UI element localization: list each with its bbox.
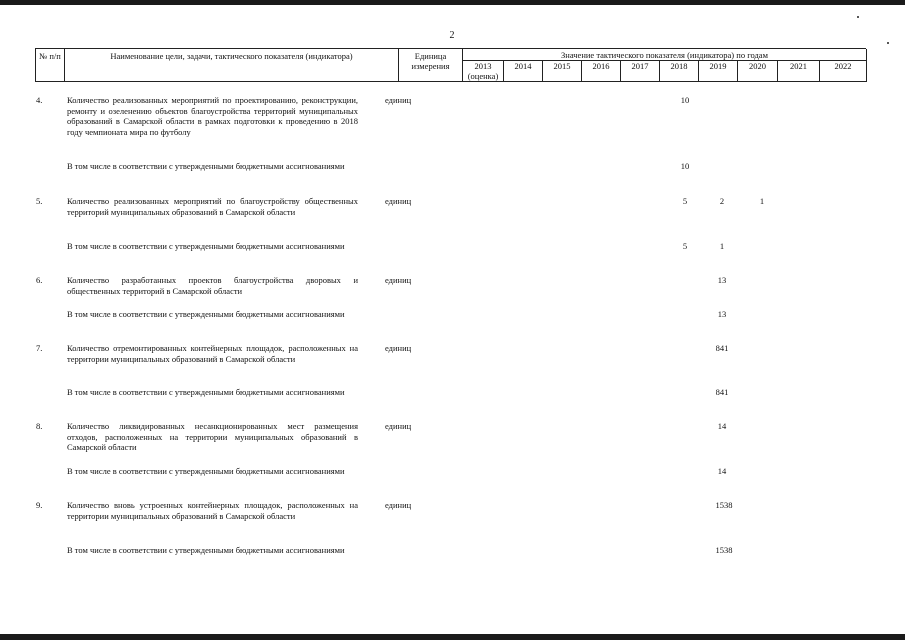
header-year: 2019 — [699, 61, 738, 82]
header-unit: Единица измерения — [399, 49, 463, 81]
value-2018: 5 — [682, 241, 688, 251]
row-number: 5. — [36, 196, 43, 206]
row-name: Количество отремонтированных контейнерных площадок, расположенных на территории муниципальных образований в Самарской области — [67, 343, 358, 364]
header-year: 2014 — [504, 61, 543, 82]
row-name: В том числе в соответствии с утвержденными бюджетными ассигнованиями — [67, 241, 345, 251]
header-year: 2018 — [660, 61, 699, 82]
value-2019: 841 — [715, 387, 729, 397]
row-name: В том числе в соответствии с утвержденными бюджетными ассигнованиями — [67, 545, 345, 555]
row-unit: единиц — [385, 275, 412, 285]
value-2019: 14 — [717, 421, 727, 431]
header-year: 2016 — [582, 61, 621, 82]
header-name: Наименование цели, задачи, тактического показателя (индикатора) — [65, 49, 399, 81]
header-year: 2015 — [543, 61, 582, 82]
value-2019: 841 — [715, 343, 729, 353]
row-name: В том числе в соответствии с утвержденными бюджетными ассигнованиями — [67, 387, 345, 397]
row-name: Количество реализованных мероприятий по проектированию, реконструкции, ремонту и озеленению объектов благоустройства территорий муниципальных образований в Самарской области в рамках подготовки к проведению в 2018 году чемпионата мира по футболу — [67, 95, 358, 137]
page-number: 2 — [449, 30, 455, 41]
row-number: 8. — [36, 421, 43, 431]
row-unit: единиц — [385, 500, 412, 510]
value-2020: 1 — [759, 196, 765, 206]
row-name: Количество разработанных проектов благоустройства дворовых и общественных территорий в Самарской области — [67, 275, 358, 296]
header-year: 2021 — [778, 61, 820, 82]
row-number: 9. — [36, 500, 43, 510]
row-number: 7. — [36, 343, 43, 353]
value-2018: 10 — [680, 161, 690, 171]
value-2018: 10 — [680, 95, 690, 105]
row-unit: единиц — [385, 343, 412, 353]
scan-bottom-edge — [0, 634, 905, 640]
row-name: Количество реализованных мероприятий по благоустройству общественных территорий муниципальных образований в Самарской области — [67, 196, 358, 217]
value-2019: 13 — [717, 275, 727, 285]
value-2019: 14 — [717, 466, 727, 476]
row-name: Количество вновь устроенных контейнерных площадок, расположенных на территории муниципальных образований в Самарской области — [67, 500, 358, 521]
header-year: 2020 — [738, 61, 778, 82]
header-year: 2017 — [621, 61, 660, 82]
header-year: 2013 (оценка) — [463, 61, 504, 82]
row-name: В том числе в соответствии с утвержденными бюджетными ассигнованиями — [67, 309, 345, 319]
value-2019: 1 — [719, 241, 725, 251]
value-2019: 1538 — [715, 500, 733, 510]
row-unit: единиц — [385, 196, 412, 206]
header-values-title: Значение тактического показателя (индикатора) по годам — [463, 49, 867, 61]
row-name: В том числе в соответствии с утвержденными бюджетными ассигнованиями — [67, 466, 345, 476]
row-number: 4. — [36, 95, 43, 105]
row-number: 6. — [36, 275, 43, 285]
value-2019: 13 — [717, 309, 727, 319]
value-2019: 1538 — [715, 545, 733, 555]
row-name: Количество ликвидированных несанкционированных мест размещения отходов, расположенных на территории муниципальных образований в Самарской области — [67, 421, 358, 452]
value-2018: 5 — [682, 196, 688, 206]
value-2019: 2 — [719, 196, 725, 206]
row-unit: единиц — [385, 421, 412, 431]
row-name: В том числе в соответствии с утвержденными бюджетными ассигнованиями — [67, 161, 345, 171]
header-num: № п/п — [36, 49, 65, 81]
header-year: 2022 — [820, 61, 867, 82]
row-unit: единиц — [385, 95, 412, 105]
